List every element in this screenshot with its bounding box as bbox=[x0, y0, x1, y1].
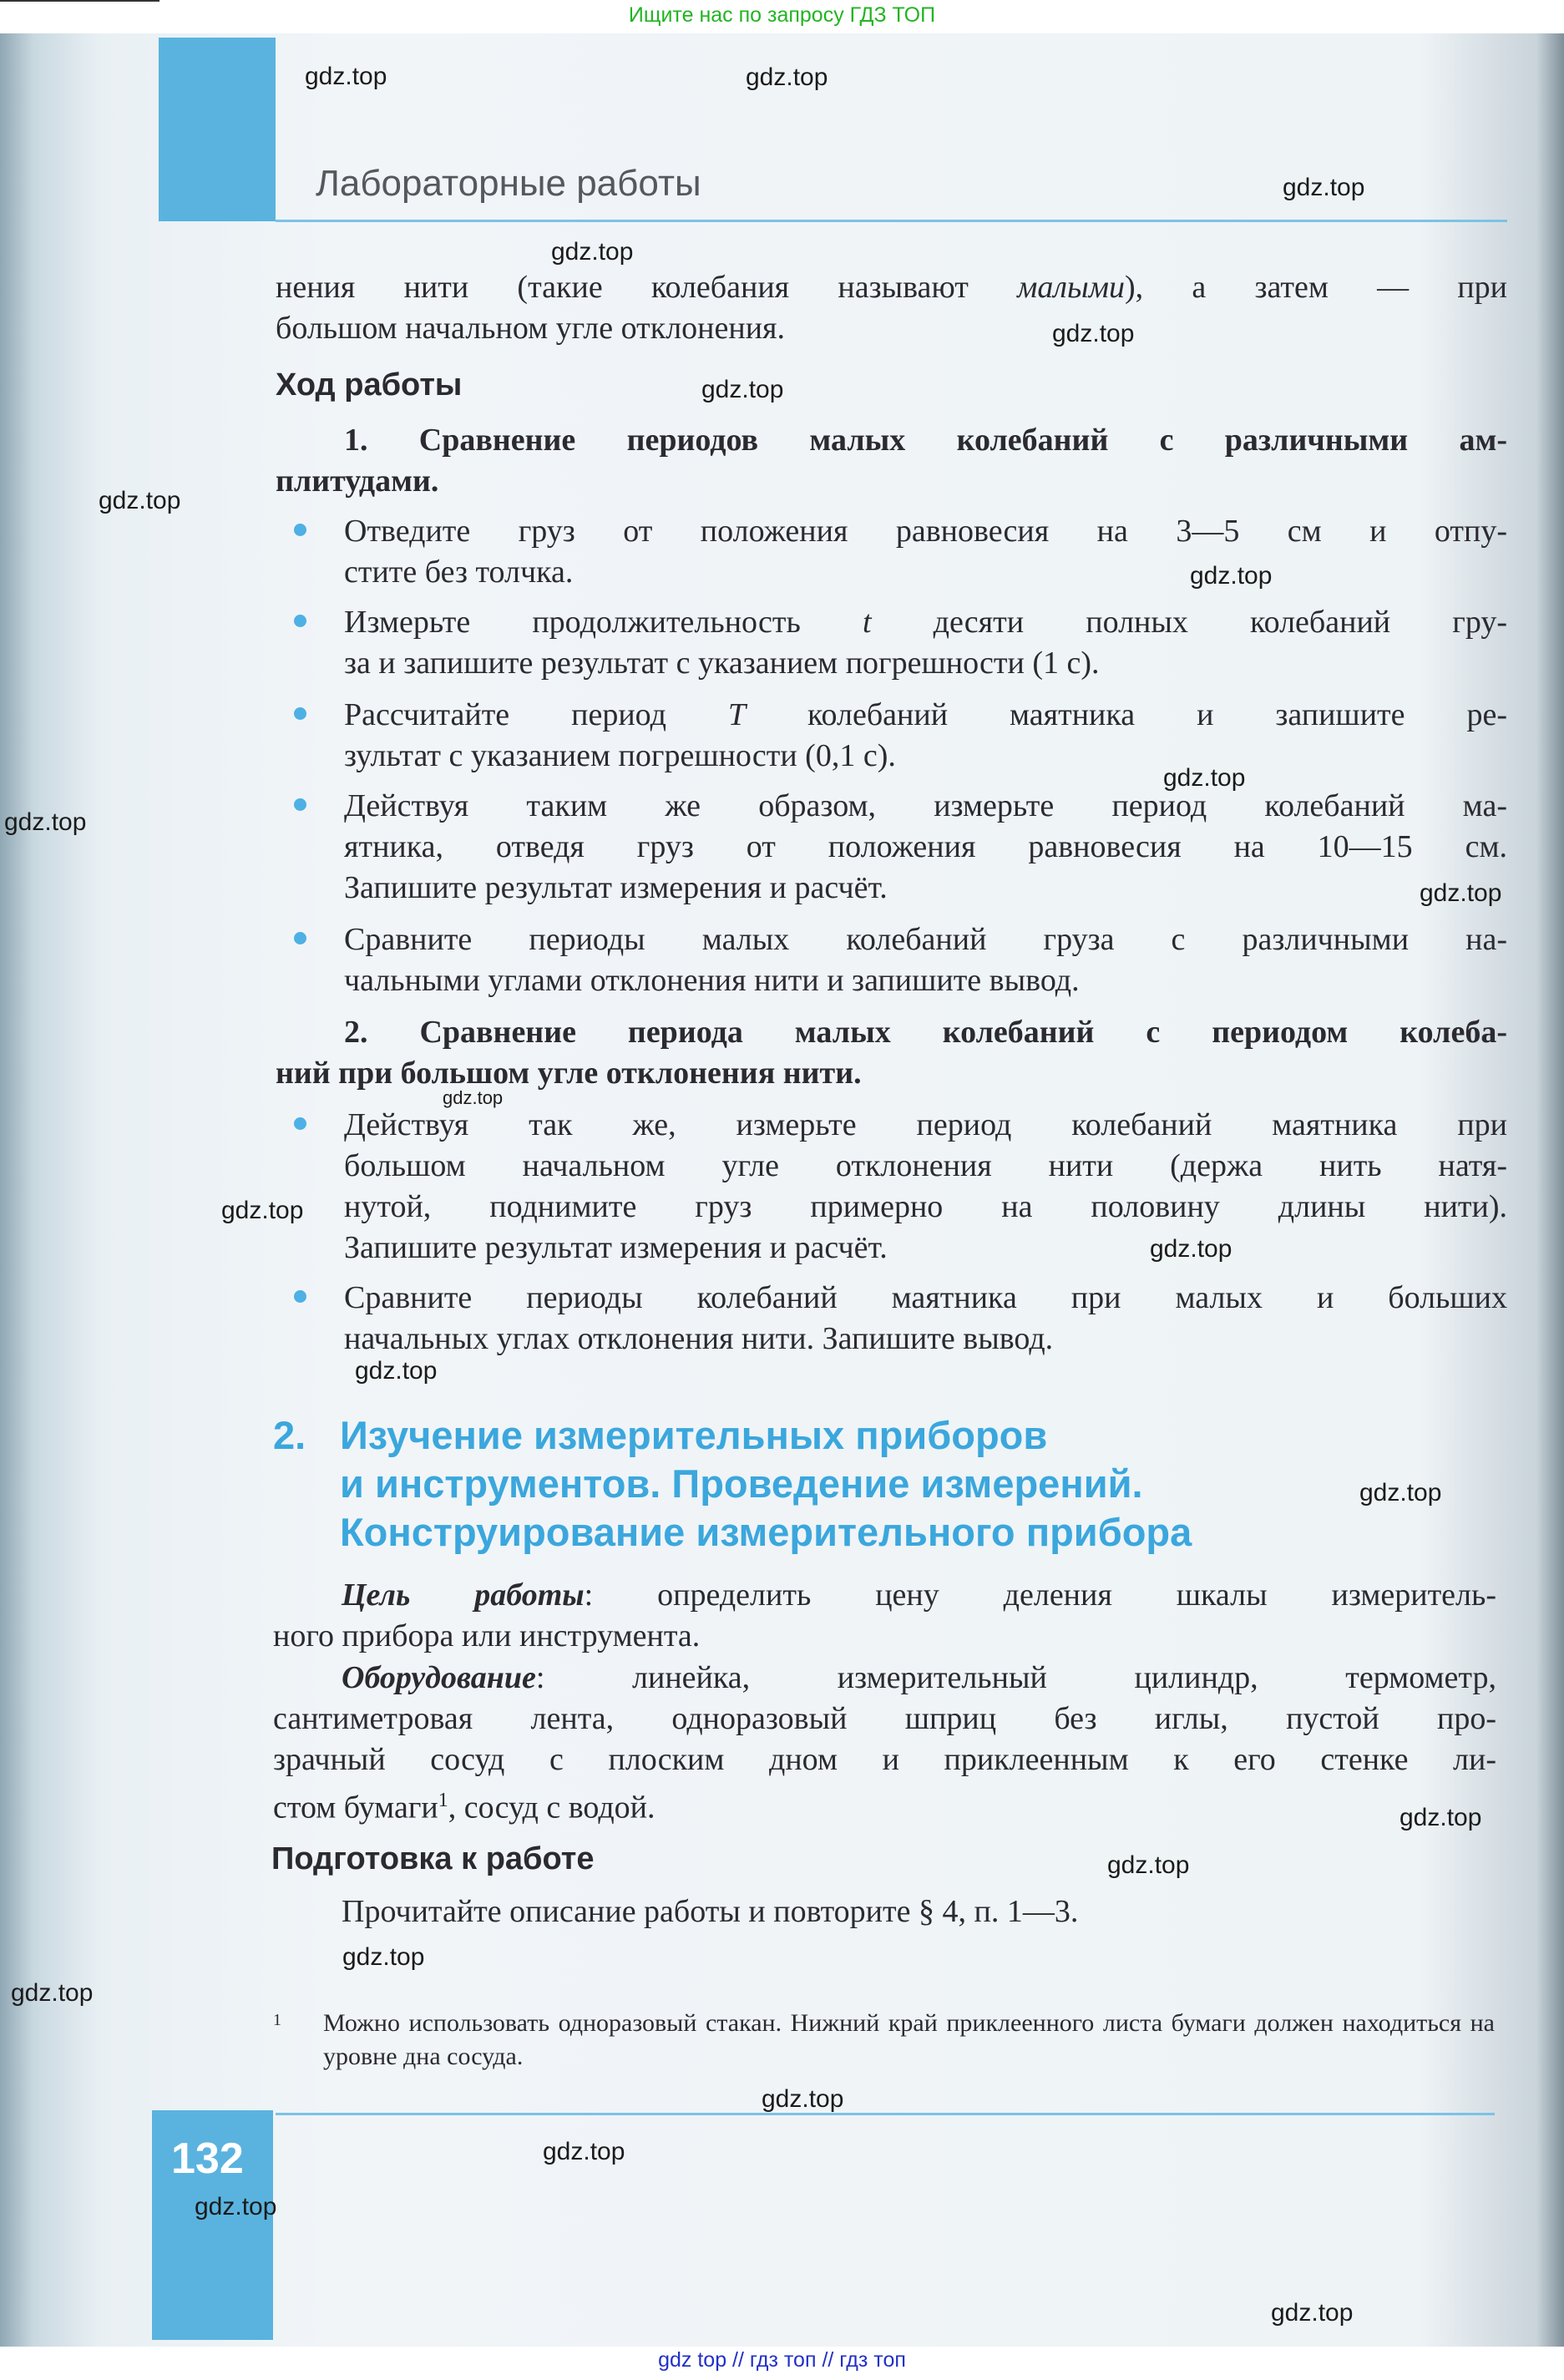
page-number: 132 bbox=[171, 2134, 244, 2183]
text-span: Запишите результат измерения и расчёт. bbox=[344, 1230, 888, 1265]
text-span: T bbox=[727, 697, 746, 732]
text-span: Рассчитайте период bbox=[344, 697, 728, 732]
watermark: gdz.top bbox=[746, 63, 828, 91]
intro-paragraph bbox=[276, 267, 1507, 349]
bullet-item bbox=[344, 1105, 1507, 1268]
bullet-item bbox=[344, 1278, 1507, 1360]
part1-heading bbox=[276, 420, 1507, 502]
text-span: чальными углами отклонения нити и запишите вывод. bbox=[344, 963, 1080, 998]
preparation-heading: Подготовка к работе bbox=[271, 1841, 595, 1876]
text-line bbox=[344, 643, 1507, 684]
text-span: за и запишите результат с указанием погрешности (1 с). bbox=[344, 646, 1100, 681]
watermark: gdz.top bbox=[762, 2085, 844, 2113]
watermark: gdz.top bbox=[551, 238, 634, 266]
procedure-heading: Ход работы bbox=[276, 367, 463, 403]
text-line bbox=[344, 1146, 1507, 1187]
footnote-ref: 1 bbox=[438, 1790, 448, 1811]
text-line bbox=[344, 786, 1507, 827]
text-span: Действуя так же, измерьте период колебаний маятника при bbox=[344, 1107, 1507, 1142]
bullet-icon bbox=[294, 1117, 306, 1130]
footer-rule bbox=[276, 2113, 1495, 2115]
text-line bbox=[344, 552, 1507, 593]
text-span: Запишите результат измерения и расчёт. bbox=[344, 870, 888, 905]
text-line bbox=[344, 602, 1507, 643]
text-span: зультат с указанием погрешности (0,1 с). bbox=[344, 738, 896, 773]
goal-paragraph bbox=[273, 1575, 1496, 1657]
section-title-line: Конструирование измерительного прибора bbox=[340, 1510, 1192, 1554]
footnote bbox=[273, 2007, 1495, 2074]
header-rule bbox=[276, 220, 1507, 222]
running-header: Лабораторные работы bbox=[316, 163, 701, 204]
bullet-icon bbox=[294, 707, 306, 720]
bullet-icon bbox=[294, 932, 306, 944]
bullet-icon bbox=[294, 798, 306, 811]
text-line bbox=[344, 919, 1507, 960]
text-line bbox=[273, 1780, 1496, 1826]
text-span: Сравните периоды колебаний маятника при малых и больших bbox=[344, 1280, 1507, 1315]
text-line bbox=[276, 461, 1507, 502]
text-span: ного прибора или инструмента. bbox=[273, 1618, 701, 1653]
text-line bbox=[344, 1228, 1507, 1268]
text-line bbox=[273, 1739, 1496, 1780]
text-span: начальных углах отклонения нити. Запишите вывод. bbox=[344, 1321, 1054, 1356]
watermark: gdz.top bbox=[11, 1979, 94, 2007]
watermark: gdz.top bbox=[4, 808, 87, 836]
text-span: ), а затем — при bbox=[1124, 270, 1508, 305]
text-span: Оборудование bbox=[342, 1660, 536, 1695]
text-line bbox=[344, 695, 1507, 736]
text-span: колебаний маятника и запишите ре- bbox=[746, 697, 1507, 732]
watermark: gdz.top bbox=[1283, 174, 1365, 201]
bullet-icon bbox=[294, 1290, 306, 1303]
text-line bbox=[276, 267, 1507, 308]
footnote-rule bbox=[0, 0, 159, 2]
text-span: сантиметровая лента, одноразовый шприц без иглы, пустой про- bbox=[273, 1701, 1496, 1736]
text-span: t bbox=[862, 605, 872, 640]
watermark: gdz.top bbox=[1150, 1235, 1232, 1263]
watermark: gdz.top bbox=[1400, 1804, 1482, 1831]
bullet-icon bbox=[294, 524, 306, 536]
header-color-band bbox=[159, 38, 276, 221]
bullet-item bbox=[344, 511, 1507, 593]
section-number: 2. bbox=[273, 1413, 306, 1457]
preparation-paragraph bbox=[273, 1891, 1392, 1932]
bullet-item bbox=[344, 602, 1507, 684]
text-line bbox=[344, 1319, 1507, 1360]
text-span: большом начальном угле отклонения. bbox=[276, 311, 786, 346]
text-line bbox=[273, 1891, 1392, 1932]
watermark: gdz.top bbox=[1359, 1479, 1442, 1506]
text-span: Отведите груз от положения равновесия на 3—5 см и отпу- bbox=[344, 514, 1507, 549]
watermark: gdz.top bbox=[443, 1087, 504, 1108]
equipment-paragraph bbox=[273, 1658, 1496, 1826]
text-line bbox=[273, 1616, 1496, 1657]
text-span: 2. Сравнение периода малых колебаний с периодом колеба- bbox=[344, 1015, 1507, 1050]
text-line bbox=[344, 1278, 1507, 1319]
text-line bbox=[276, 308, 1507, 349]
watermark: gdz.top bbox=[221, 1197, 304, 1224]
text-span: зрачный сосуд с плоским дном и приклеенным к его стенке ли- bbox=[273, 1742, 1496, 1777]
text-line bbox=[273, 1699, 1496, 1739]
watermark: gdz.top bbox=[1420, 879, 1502, 907]
text-span: : линейка, измерительный цилиндр, термометр, bbox=[535, 1660, 1496, 1695]
text-line bbox=[344, 1187, 1507, 1228]
bullet-icon bbox=[294, 615, 306, 627]
watermark: gdz.top bbox=[1190, 562, 1273, 590]
watermark: gdz.top bbox=[355, 1357, 438, 1385]
text-span: нения нити (такие колебания называют bbox=[276, 270, 1018, 305]
text-span: Сравните периоды малых колебаний груза с различными на- bbox=[344, 922, 1507, 957]
text-span: десяти полных колебаний гру- bbox=[871, 605, 1507, 640]
text-span: Измерьте продолжительность bbox=[344, 605, 863, 640]
top-banner[interactable]: Ищите нас по запросу ГДЗ ТОП bbox=[628, 3, 936, 27]
text-span: Действуя таким же образом, измерьте период колебаний ма- bbox=[344, 788, 1507, 823]
bottom-banner[interactable]: gdz top // гдз топ // гдз топ bbox=[658, 2348, 906, 2372]
watermark: gdz.top bbox=[543, 2138, 625, 2165]
section-title-line: и инструментов. Проведение измерений. bbox=[340, 1461, 1143, 1506]
watermark: gdz.top bbox=[195, 2193, 277, 2220]
text-line bbox=[273, 1575, 1496, 1616]
section-title-line: Изучение измерительных приборов bbox=[340, 1413, 1048, 1457]
text-line bbox=[344, 868, 1507, 909]
watermark: gdz.top bbox=[342, 1943, 425, 1971]
bullet-item bbox=[344, 919, 1507, 1001]
watermark: gdz.top bbox=[1271, 2299, 1354, 2327]
watermark: gdz.top bbox=[1107, 1851, 1190, 1879]
watermark: gdz.top bbox=[701, 376, 784, 403]
text-span: стом бумаги bbox=[273, 1790, 438, 1826]
text-span: ятника, отведя груз от положения равновесия на 10—15 см. bbox=[344, 829, 1507, 864]
text-span: , сосуд с водой. bbox=[448, 1790, 655, 1826]
text-span: Прочитайте описание работы и повторите § 4, п. 1—3. bbox=[342, 1894, 1079, 1929]
text-span: стите без толчка. bbox=[344, 554, 574, 590]
watermark: gdz.top bbox=[1052, 320, 1135, 347]
watermark: gdz.top bbox=[305, 63, 387, 90]
text-line bbox=[344, 736, 1507, 777]
text-line bbox=[344, 827, 1507, 868]
part2-heading bbox=[276, 1012, 1507, 1094]
watermark: gdz.top bbox=[1163, 764, 1246, 792]
text-span: : определить цену деления шкалы измеритель- bbox=[584, 1577, 1496, 1613]
footnote-text: Можно использовать одноразовый стакан. Нижний край приклеенного листа бумаги должен находиться на уровне дна сосуда. bbox=[323, 2009, 1495, 2070]
text-span: ний при большом угле отклонения нити. bbox=[276, 1056, 862, 1091]
text-line bbox=[344, 960, 1507, 1001]
text-line bbox=[344, 511, 1507, 552]
bullet-item bbox=[344, 695, 1507, 777]
text-span: малыми bbox=[1017, 270, 1125, 305]
text-span: Цель работы bbox=[342, 1577, 585, 1613]
text-line bbox=[344, 1105, 1507, 1146]
text-span: 1. Сравнение периодов малых колебаний с различными ам- bbox=[344, 423, 1507, 458]
text-line bbox=[276, 420, 1507, 461]
footnote-mark: 1 bbox=[273, 2011, 281, 2029]
watermark: gdz.top bbox=[99, 487, 181, 514]
text-span: нутой, поднимите груз примерно на половину длины нити). bbox=[344, 1189, 1507, 1224]
text-span: плитудами. bbox=[276, 463, 439, 499]
text-line bbox=[273, 1658, 1496, 1699]
text-line bbox=[276, 1012, 1507, 1053]
bullet-item bbox=[344, 786, 1507, 909]
text-span: большом начальном угле отклонения нити (держа нить натя- bbox=[344, 1148, 1507, 1183]
